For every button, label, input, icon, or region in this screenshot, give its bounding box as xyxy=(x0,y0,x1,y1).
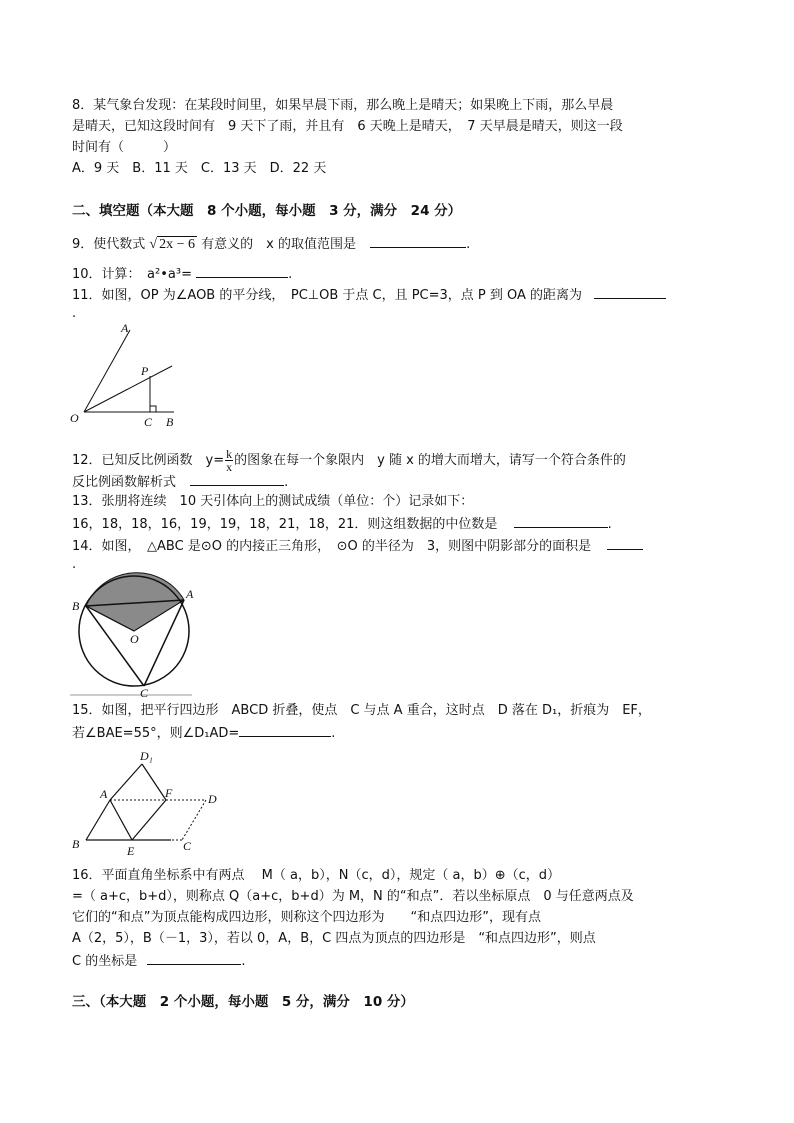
q15-end: . xyxy=(331,726,336,741)
label-D: D xyxy=(208,792,217,806)
frac-numerator: k xyxy=(226,447,233,461)
q10 xyxy=(72,265,292,283)
q8-line3: 时间有（ ） xyxy=(72,140,177,155)
q9-radicand: 2x − 6 xyxy=(159,237,196,252)
q9-answer-blank[interactable] xyxy=(370,235,466,248)
q16-line2: =（ a+c，b+d），则称点 Q（a+c，b+d）为 M，N 的“和点”．若以坐标原点 0 与任意两点及 xyxy=(72,889,634,904)
q12-suffix: 的图象在每一个象限内 y 随 x 的增大而增大，请写一个符合条件的 xyxy=(234,453,626,468)
label-F: F xyxy=(165,786,173,800)
q13-line2 xyxy=(72,515,612,533)
label-C: C xyxy=(140,686,149,700)
label-P: P xyxy=(141,364,149,378)
q8-options: A．9 天 B．11 天 C．13 天 D．22 天 xyxy=(72,161,327,176)
q9-end: . xyxy=(466,237,471,252)
label-B: B xyxy=(72,837,80,851)
q15-line2-text: 若∠BAE=55°，则∠D₁AD= xyxy=(72,726,240,741)
q14-text: 14．如图， △ABC 是⊙O 的内接正三角形， ⊙O 的半径为 3，则图中阴影部分的面积是 xyxy=(72,539,592,554)
q16-end: . xyxy=(241,954,246,969)
label-D1: D₁ xyxy=(140,749,153,763)
label-C: C xyxy=(144,415,153,429)
q16-line5-text: C 的坐标是 xyxy=(72,954,138,969)
q8-line2: 是晴天，已知这段时间有 9 天下了雨，并且有 6 天晚上是晴天， 7 天早晨是晴天，则这一段 xyxy=(72,119,623,134)
label-O: O xyxy=(130,632,139,646)
q14-end: . xyxy=(72,557,77,572)
q9-suffix: 有意义的 x 的取值范围是 xyxy=(201,237,356,252)
q11 xyxy=(72,286,666,304)
label-A: A xyxy=(186,587,194,601)
q10-prefix: 10．计算： a²•a³= xyxy=(72,267,192,282)
q15-answer-blank[interactable] xyxy=(239,724,331,737)
q9 xyxy=(72,235,470,253)
parallelogram-fold-figure xyxy=(66,748,226,858)
q15-line1: 15．如图，把平行四边形 ABCD 折叠，使点 C 与点 A 重合，这时点 D 落在 D₁，折痕为 EF， xyxy=(72,703,651,718)
q10-end: . xyxy=(288,267,293,282)
q16-line1: 16．平面直角坐标系中有两点 M（ a，b），N（c，d），规定（ a，b）⊕（c，d） xyxy=(72,868,561,883)
sqrt-expression: √ 2x − 6 xyxy=(149,237,196,252)
frac-denominator: x xyxy=(226,460,233,474)
section3-heading: 三、（本大题 2 个小题，每小题 5 分，满分 10 分） xyxy=(72,994,414,1010)
label-B: B xyxy=(166,415,174,429)
q16-line5 xyxy=(72,952,246,970)
angle-bisector-figure xyxy=(64,318,194,430)
q16-answer-blank[interactable] xyxy=(147,952,241,965)
q11-answer-blank[interactable] xyxy=(594,286,666,299)
q13-line2-text: 16，18，18，16，19，19，18，21，18，21．则这组数据的中位数是 xyxy=(72,517,498,532)
label-B: B xyxy=(72,599,80,613)
q14-answer-blank[interactable] xyxy=(607,537,643,550)
q12-line2 xyxy=(72,473,288,491)
q8-line1: 8．某气象台发现：在某段时间里，如果早晨下雨，那么晚上是晴天；如果晚上下雨，那么早晨 xyxy=(72,98,614,113)
q12-line2-text: 反比例函数解析式 xyxy=(72,475,177,490)
q11-text: 11．如图，OP 为∠AOB 的平分线， PC⊥OB 于点 C，且 PC=3，点 P 到 OA 的距离为 xyxy=(72,288,583,303)
q11-end: . xyxy=(72,306,77,321)
section2-heading: 二、填空题（本大题 8 个小题，每小题 3 分，满分 24 分） xyxy=(72,203,462,219)
label-A: A xyxy=(121,321,129,335)
label-O: O xyxy=(70,411,79,425)
q12-answer-blank[interactable] xyxy=(190,473,284,486)
q12-prefix: 12．已知反比例函数 y= xyxy=(72,453,225,468)
q16-line3: 它们的“和点”为顶点能构成四边形，则称这个四边形为 “和点四边形”，现有点 xyxy=(72,910,541,925)
q16-line4: A（2，5），B（－1，3），若以 0，A，B，C 四点为顶点的四边形是 “和点四边形”，则点 xyxy=(72,931,596,946)
inscribed-triangle-figure xyxy=(66,570,196,700)
q13-end: . xyxy=(607,517,612,532)
q9-prefix: 9．使代数式 xyxy=(72,237,146,252)
q10-answer-blank[interactable] xyxy=(196,265,288,278)
label-C: C xyxy=(183,839,192,853)
q13-answer-blank[interactable] xyxy=(514,515,608,528)
label-A: A xyxy=(100,787,108,801)
q14 xyxy=(72,537,643,555)
q15-line2 xyxy=(72,724,335,742)
q12-end: . xyxy=(284,475,289,490)
fraction-k-over-x xyxy=(225,448,233,473)
q13-line1: 13．张朋将连续 10 天引体向上的测试成绩（单位：个）记录如下： xyxy=(72,494,474,509)
label-E: E xyxy=(127,844,135,858)
